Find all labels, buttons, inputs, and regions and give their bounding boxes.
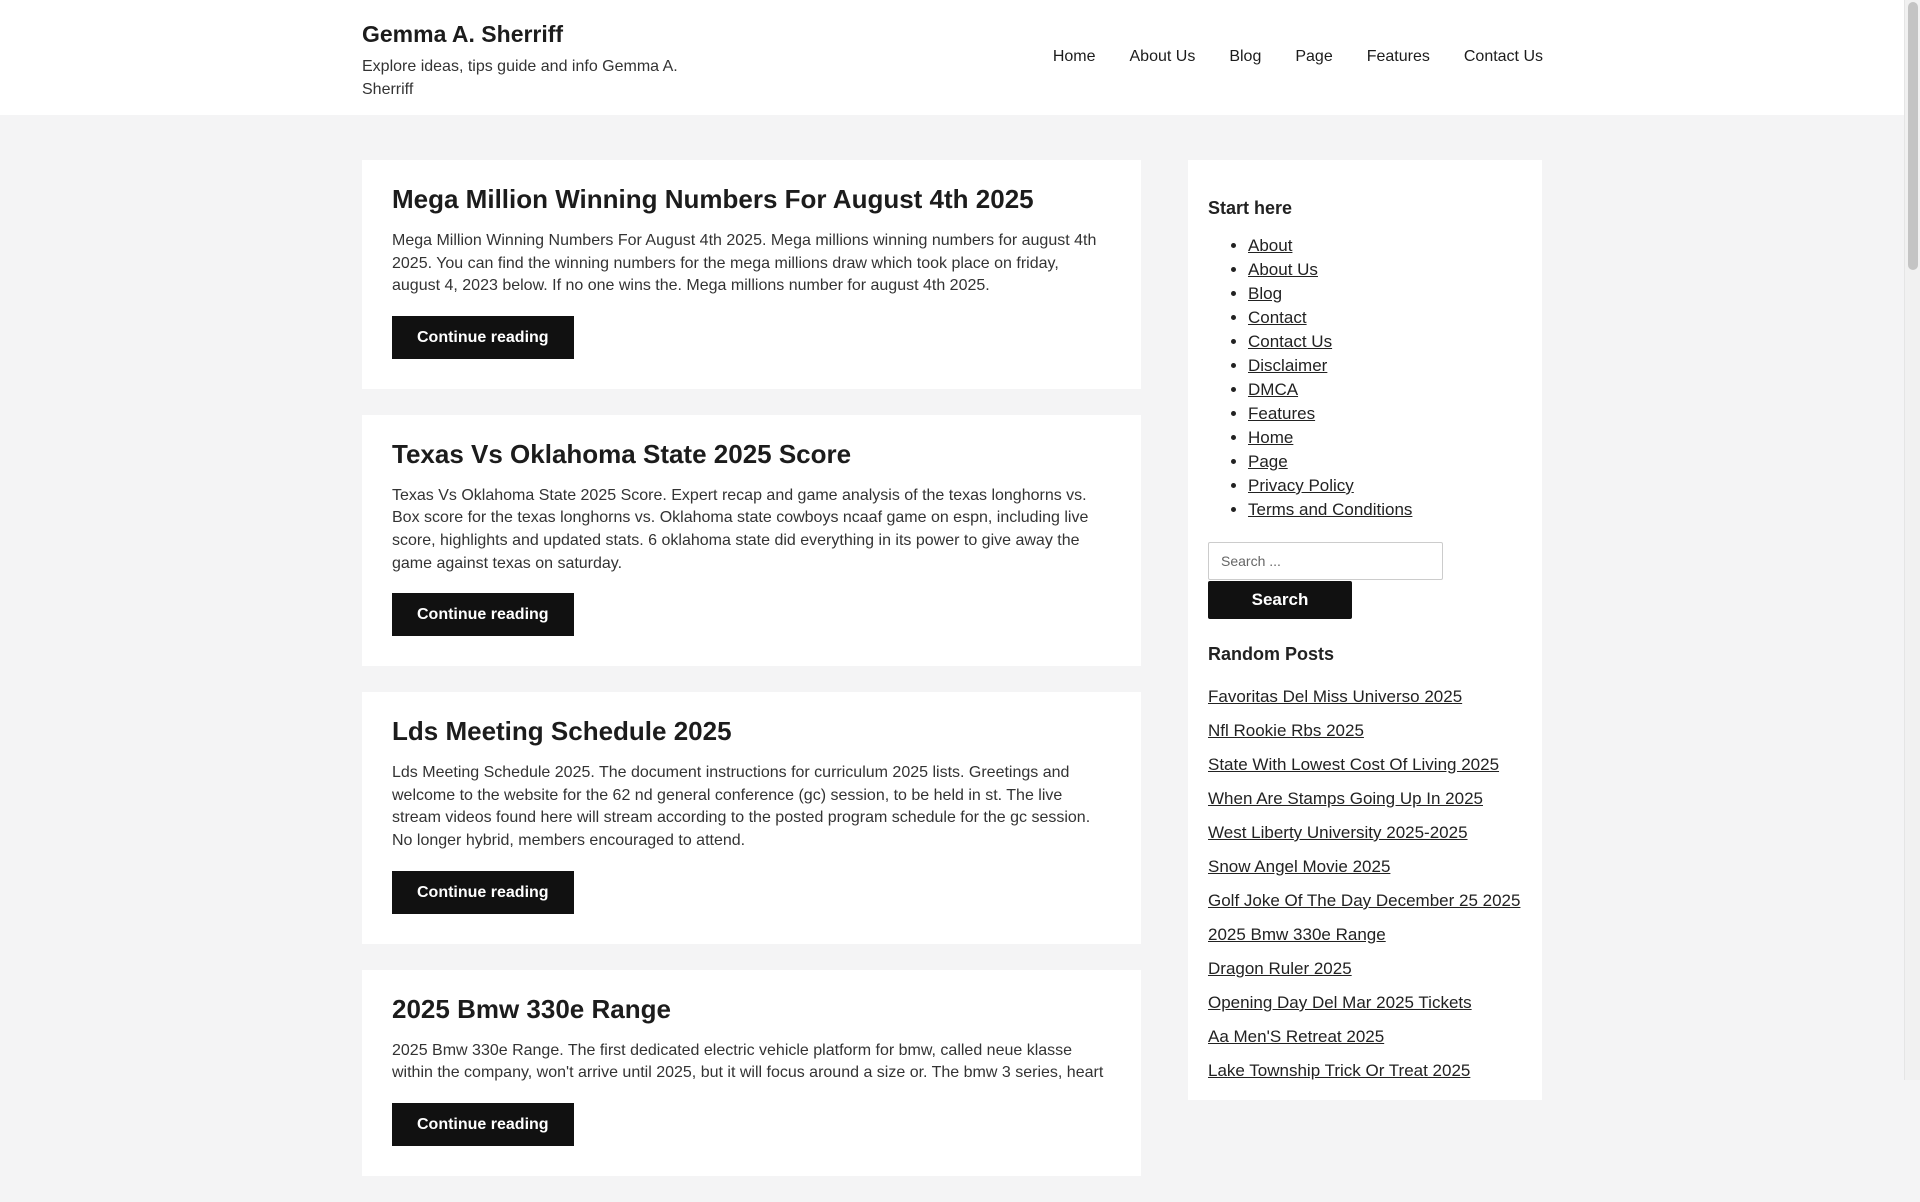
search-form: [1208, 542, 1522, 619]
sidebar: [1188, 160, 1542, 1100]
random-post-link[interactable]: Nfl Rookie Rbs 2025: [1208, 721, 1364, 740]
random-post-link[interactable]: Lake Township Trick Or Treat 2025: [1208, 1061, 1471, 1080]
random-post-link[interactable]: When Are Stamps Going Up In 2025: [1208, 789, 1483, 808]
post-card: [362, 415, 1141, 666]
page-link-features[interactable]: Features: [1248, 404, 1316, 423]
random-post-link[interactable]: Opening Day Del Mar 2025 Tickets: [1208, 993, 1472, 1012]
list-item: [1208, 918, 1522, 952]
random-post-link[interactable]: West Liberty University 2025-2025: [1208, 823, 1468, 842]
page-link-home[interactable]: Home: [1248, 428, 1294, 447]
list-item: [1248, 354, 1522, 378]
nav-contact-us[interactable]: Contact Us: [1463, 48, 1543, 65]
post-excerpt: Texas Vs Oklahoma State 2025 Score. Expert recap and game analysis of the texas longhorns vs. Box score for the texas longhorns vs. Oklahoma state cowboys ncaaf game on espn, including live score, highlights and updated stats. 6 oklahoma state did everything in its power to give away the game against texas on saturday.: [392, 486, 1089, 572]
list-item: [1208, 714, 1522, 748]
random-post-link[interactable]: State With Lowest Cost Of Living 2025: [1208, 755, 1500, 774]
list-item: [1248, 426, 1522, 450]
list-item: [1208, 1054, 1522, 1088]
page-link-about-us[interactable]: About Us: [1248, 260, 1318, 279]
list-item: [1248, 282, 1522, 306]
continue-reading-button[interactable]: Continue reading: [392, 871, 574, 914]
site-title[interactable]: Gemma A. Sherriff: [362, 21, 564, 47]
list-item: [1248, 330, 1522, 354]
post-title[interactable]: 2025 Bmw 330e Range: [392, 993, 671, 1024]
continue-reading-button[interactable]: Continue reading: [392, 1103, 574, 1146]
scrollbar-thumb[interactable]: [1908, 2, 1918, 270]
post-excerpt: 2025 Bmw 330e Range. The first dedicated electric vehicle platform for bmw, called neue klasse within the company, won't arrive until 2025, but it will focus around a size or. The bmw 3 series, heart: [392, 1041, 1104, 1082]
continue-reading-button[interactable]: Continue reading: [392, 316, 574, 359]
nav-features[interactable]: Features: [1366, 48, 1430, 65]
list-item: [1208, 748, 1522, 782]
random-posts-list: [1208, 680, 1522, 1088]
start-here-heading: Start here: [1208, 198, 1293, 218]
list-item: [1208, 680, 1522, 714]
list-item: [1248, 474, 1522, 498]
post-excerpt: Lds Meeting Schedule 2025. The document instructions for curriculum 2025 lists. Greetings and welcome to the website for the 62 nd general conference (gc) session, to be held in st. The live stream videos found here will stream according to the posted program schedule for the gc session. No longer hybrid, members encouraged to attend.: [392, 764, 1091, 849]
list-item: [1208, 986, 1522, 1020]
post-card: [362, 692, 1141, 943]
post-excerpt: Mega Million Winning Numbers For August 4th 2025. Mega millions winning numbers for august 4th 2025. You can find the winning numbers for the mega millions draw which took place on friday, august 4, 2023 below. If no one wins the. Mega millions number for august 4th 2025.: [392, 232, 1097, 295]
list-item: [1248, 258, 1522, 282]
post-card: [362, 970, 1141, 1176]
search-input[interactable]: [1208, 542, 1443, 580]
page-link-dmca[interactable]: DMCA: [1248, 380, 1299, 399]
site-description: Explore ideas, tips guide and info Gemma A. Sherriff: [362, 58, 678, 98]
post-card: [362, 160, 1141, 389]
post-title[interactable]: Lds Meeting Schedule 2025: [392, 716, 732, 747]
list-item: [1208, 816, 1522, 850]
list-item: [1208, 1020, 1522, 1054]
random-post-link[interactable]: Favoritas Del Miss Universo 2025: [1208, 687, 1463, 706]
nav-blog[interactable]: Blog: [1229, 48, 1262, 65]
site-branding: [362, 18, 702, 101]
list-item: [1208, 782, 1522, 816]
post-title[interactable]: Mega Million Winning Numbers For August 4th 2025: [392, 184, 1034, 214]
page-link-contact-us[interactable]: Contact Us: [1248, 332, 1333, 351]
list-item: [1248, 306, 1522, 330]
random-post-link[interactable]: Aa Men'S Retreat 2025: [1208, 1027, 1385, 1046]
site-header: [0, 0, 1904, 115]
random-post-link[interactable]: Dragon Ruler 2025: [1208, 959, 1352, 978]
post-title[interactable]: Texas Vs Oklahoma State 2025 Score: [392, 438, 852, 469]
page-link-contact[interactable]: Contact: [1248, 308, 1307, 327]
list-item: [1248, 402, 1522, 426]
nav-about-us[interactable]: About Us: [1129, 48, 1196, 65]
page-link-blog[interactable]: Blog: [1248, 284, 1283, 303]
post-list: [362, 160, 1141, 1202]
list-item: [1248, 498, 1522, 522]
page-scrollbar[interactable]: [1904, 0, 1920, 1080]
list-item: [1248, 234, 1522, 258]
list-item: [1248, 450, 1522, 474]
page-link-page[interactable]: Page: [1248, 452, 1288, 471]
list-item: [1208, 850, 1522, 884]
random-post-link[interactable]: Snow Angel Movie 2025: [1208, 857, 1391, 876]
random-post-link[interactable]: Golf Joke Of The Day December 25 2025: [1208, 891, 1521, 910]
nav-home[interactable]: Home: [1052, 48, 1096, 65]
list-item: [1248, 378, 1522, 402]
nav-page[interactable]: Page: [1295, 48, 1333, 65]
random-post-link[interactable]: 2025 Bmw 330e Range: [1208, 925, 1386, 944]
search-button[interactable]: Search: [1208, 581, 1352, 619]
pages-list: [1208, 234, 1522, 522]
page-link-about[interactable]: About: [1248, 236, 1293, 255]
list-item: [1208, 952, 1522, 986]
continue-reading-button[interactable]: Continue reading: [392, 593, 574, 636]
random-posts-heading: Random Posts: [1208, 644, 1335, 664]
list-item: [1208, 884, 1522, 918]
main-navigation: [1036, 45, 1543, 69]
page-link-disclaimer[interactable]: Disclaimer: [1248, 356, 1328, 375]
page-link-privacy-policy[interactable]: Privacy Policy: [1248, 476, 1354, 495]
page-link-terms[interactable]: Terms and Conditions: [1248, 500, 1413, 519]
